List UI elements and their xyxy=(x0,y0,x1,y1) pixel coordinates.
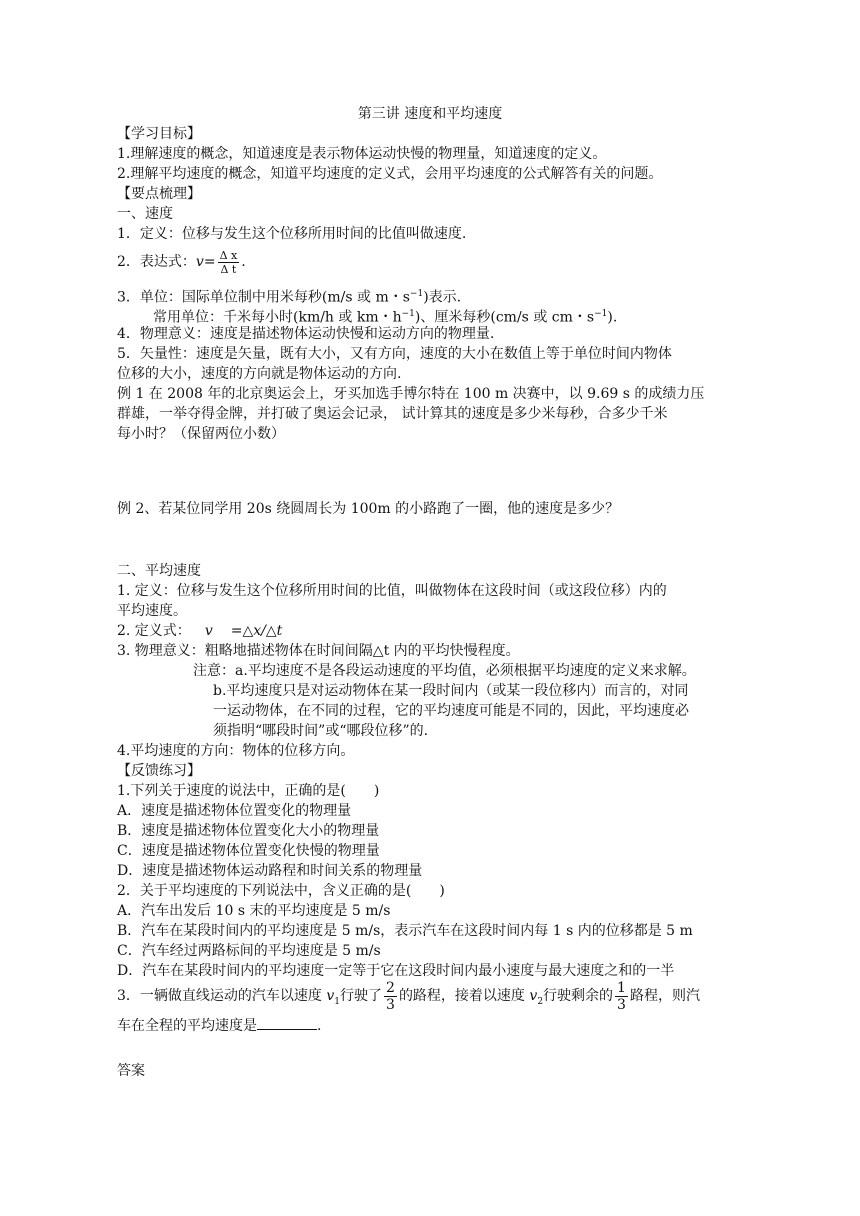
goal-item-2: 2.理解平均速度的概念，知道平均速度的定义式，会用平均速度的公式解答有关的问题。 xyxy=(117,166,663,182)
q3-f2-den: 3 xyxy=(617,996,626,1013)
avg-formula-var: v xyxy=(204,623,213,639)
formula-denominator: Δ t xyxy=(220,262,237,276)
q3-line2 xyxy=(117,1016,321,1036)
q3-v2: v xyxy=(529,988,538,1004)
common-unit-sup1: −1 xyxy=(401,309,415,319)
avg-definition-line2: 平均速度。 xyxy=(117,603,187,619)
q2-stem: 2．关于平均速度的下列说法中，含义正确的是( ) xyxy=(117,883,445,899)
page-title: 第三讲 速度和平均速度 xyxy=(357,106,503,122)
formula-prefix: 2．表达式： xyxy=(117,254,196,270)
q3-v1: v xyxy=(326,988,335,1004)
q1-option-a: A．速度是描述物体位置变化的物理量 xyxy=(117,803,352,819)
unit-text-a: 3．单位：国际单位制中用米每秒(m/s 或 m・s xyxy=(117,289,410,306)
formula-numerator: Δ x xyxy=(219,248,238,262)
avg-formula xyxy=(117,621,282,641)
note-a: 注意：a.平均速度不是各段运动速度的平均值，必须根据平均速度的定义来求解。 xyxy=(193,663,696,679)
example1-line2: 群雄，一举夺得金牌，并打破了奥运会记录， 试计算其的速度是多少米每秒，合多少千米 xyxy=(117,406,668,422)
q3-line2-end: . xyxy=(317,1018,322,1034)
example2: 例 2、若某位同学用 20s 绕圆周长为 100m 的小路跑了一圈，他的速度是多少？ xyxy=(117,501,620,517)
goals-heading: 【学习目标】 xyxy=(117,126,201,142)
note-b-line3: 须指明“哪段时间”或“哪段位移”的. xyxy=(213,723,429,739)
section-speed-heading: 一、速度 xyxy=(117,206,173,222)
q3-f2-num: 1 xyxy=(617,979,626,996)
q2-option-d: D．汽车在某段时间内的平均速度一定等于它在这段时间内最小速度与最大速度之和的一半 xyxy=(117,963,675,979)
q3-v1-sub: 1 xyxy=(334,996,341,1007)
q3-text-e: 路程，则汽 xyxy=(629,988,700,1004)
q3-fraction-two-thirds xyxy=(384,980,397,1013)
q3-text-a: 3．一辆做直线运动的汽车以速度 xyxy=(117,988,327,1004)
common-unit-b: )、厘米每秒(cm/s 或 cm・s xyxy=(414,309,595,326)
key-points-heading: 【要点梳理】 xyxy=(117,186,201,202)
answer-label: 答案 xyxy=(117,1063,145,1079)
common-unit-c: ). xyxy=(607,309,618,326)
q2-option-c: C．汽车经过两路标间的平均速度是 5 m/s xyxy=(117,943,381,959)
avg-direction: 4.平均速度的方向：物体的位移方向。 xyxy=(117,743,355,759)
avg-formula-rest: =△x/△t xyxy=(230,623,283,639)
q3-text-c: 的路程，接着以速度 xyxy=(398,988,530,1004)
avg-formula-prefix: 2. 定义式： xyxy=(117,623,191,639)
note-b-line1: b.平均速度只是对运动物体在某一段时间内（或某一段位移内）而言的，对同 xyxy=(213,683,689,699)
example1-line1: 例 1 在 2008 年的北京奥运会上，牙买加选手博尔特在 100 m 决赛中，以 9.69 s 的成绩力压 xyxy=(117,386,705,402)
q3-line1 xyxy=(117,976,700,1022)
q3-text-b: 行驶了 xyxy=(340,988,383,1004)
formula-eq: = xyxy=(203,254,216,270)
speed-definition: 1．定义：位移与发生这个位移所用时间的比值叫做速度. xyxy=(117,226,467,242)
q3-text-d: 行驶剩余的 xyxy=(543,988,614,1004)
q3-fraction-one-third xyxy=(615,980,628,1013)
unit-sup: −1 xyxy=(409,289,424,299)
common-unit-a: 常用单位：千米每小时(km/h 或 km・h xyxy=(153,309,402,326)
formula-var-v: v xyxy=(195,254,204,270)
goal-item-1: 1.理解速度的概念，知道速度是表示物体运动快慢的物理量，知道速度的定义。 xyxy=(117,146,607,162)
formula-end: . xyxy=(241,254,246,270)
unit-text-b: )表示. xyxy=(423,289,462,306)
example1-line3: 每小时？（保留两位小数） xyxy=(117,426,285,442)
speed-vector-line2: 位移的大小，速度的方向就是物体运动的方向. xyxy=(117,366,402,382)
q1-option-b: B．速度是描述物体位置变化大小的物理量 xyxy=(117,823,380,839)
avg-definition-line1: 1. 定义：位移与发生这个位移所用时间的比值，叫做物体在这段时间（或这段位移）内的 xyxy=(117,583,667,599)
section-average-speed-heading: 二、平均速度 xyxy=(117,563,201,579)
q1-option-c: C．速度是描述物体位置变化快慢的物理量 xyxy=(117,843,380,859)
q1-option-d: D．速度是描述物体运动路程和时间关系的物理量 xyxy=(117,863,423,879)
q3-v2-sub: 2 xyxy=(537,996,544,1007)
q2-option-a: A．汽车出发后 10 s 末的平均速度是 5 m/s xyxy=(117,903,391,919)
common-unit-sup2: −1 xyxy=(594,309,608,319)
formula-fraction xyxy=(218,249,240,276)
avg-meaning: 3. 物理意义：粗略地描述物体在时间间隔△t 内的平均快慢程度。 xyxy=(117,643,520,659)
q3-line2-text: 车在全程的平均速度是 xyxy=(117,1018,257,1034)
speed-formula xyxy=(117,244,246,280)
practice-heading: 【反馈练习】 xyxy=(117,763,201,779)
q3-f1-den: 3 xyxy=(386,996,395,1013)
q2-option-b: B．汽车在某段时间内的平均速度是 5 m/s，表示汽车在这段时间内每 1 s 内的位移都是 5 m xyxy=(117,923,693,939)
q1-stem: 1.下列关于速度的说法中，正确的是( ) xyxy=(117,783,380,799)
speed-vector-line1: 5．矢量性：速度是矢量，既有大小，又有方向，速度的大小在数值上等于单位时间内物体 xyxy=(117,346,672,362)
q3-answer-blank[interactable] xyxy=(257,1016,317,1030)
speed-meaning: 4．物理意义：速度是描述物体运动快慢和运动方向的物理量. xyxy=(117,326,495,342)
note-b-line2: 一运动物体，在不同的过程，它的平均速度可能是不同的，因此，平均速度必 xyxy=(213,703,689,719)
q3-f1-num: 2 xyxy=(386,979,395,996)
